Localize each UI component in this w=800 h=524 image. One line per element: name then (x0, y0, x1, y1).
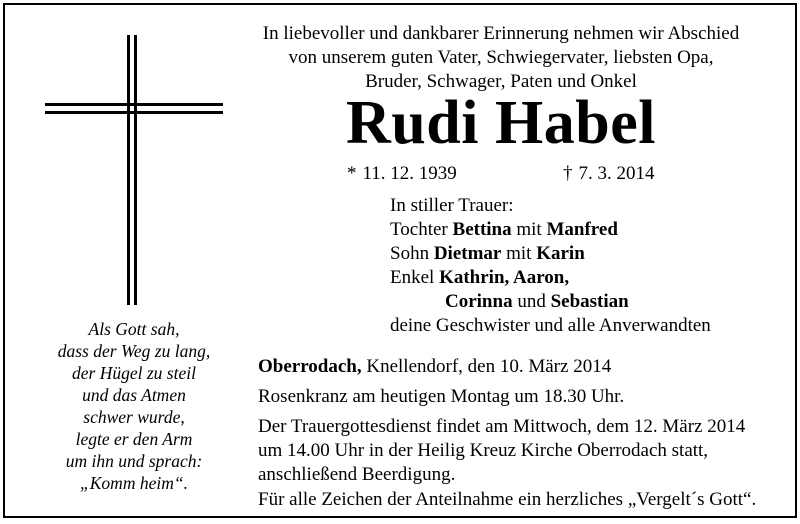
funeral-service-notice (258, 415, 745, 487)
obituary-notice (3, 3, 797, 518)
joiner-text: mit (506, 243, 532, 264)
poem (43, 318, 225, 494)
birth-star-icon: * (347, 163, 357, 184)
poem-line: schwer wurde, (83, 407, 185, 427)
birth-date-value: 11. 12. 1939 (362, 163, 457, 184)
death-date (563, 162, 655, 186)
mourner-name: Kathrin, Aaron, (439, 267, 570, 288)
mourner-relatives: deine Geschwister und alle Anverwandten (390, 315, 711, 336)
mourner-grandchildren (390, 266, 711, 290)
service-line: anschließend Beerdigung. (258, 464, 456, 485)
relation-label: Tochter (390, 219, 448, 240)
rosary-notice: Rosenkranz am heutigen Montag um 18.30 Uhr. (258, 386, 625, 407)
poem-line: „Komm heim“. (80, 473, 188, 493)
poem-line: dass der Weg zu lang, (57, 341, 211, 361)
thanks-note: Für alle Zeichen der Anteilnahme ein herzliches „Vergelt´s Gott“. (258, 489, 757, 510)
cross-icon (45, 35, 223, 305)
service-line: Der Trauergottesdienst findet am Mittwoch, dem 12. März 2014 (258, 416, 746, 437)
mourner-son (390, 242, 711, 266)
intro-line: Bruder, Schwager, Paten und Onkel (365, 71, 637, 92)
place-name: Oberrodach, (258, 356, 362, 377)
mourners-list (390, 194, 711, 338)
joiner-text: und (517, 291, 546, 312)
deceased-name: Rudi Habel (346, 89, 656, 157)
mourner-name: Sebastian (550, 291, 629, 312)
poem-line: legte er den Arm (75, 429, 193, 449)
mourner-grandchildren-cont (390, 290, 711, 314)
poem-line: und das Atmen (82, 385, 186, 405)
birth-date (347, 162, 457, 186)
place-date (258, 355, 611, 379)
service-line: um 14.00 Uhr in der Heilig Kreuz Kirche Oberrodach statt, (258, 440, 709, 461)
poem-line: der Hügel zu steil (72, 363, 196, 383)
intro-line: In liebevoller und dankbarer Erinnerung nehmen wir Abschied (262, 23, 740, 44)
mourners-heading: In stiller Trauer: (390, 195, 514, 216)
intro-line: von unserem guten Vater, Schwiegervater, liebsten Opa, (288, 47, 714, 68)
joiner-text: mit (516, 219, 542, 240)
mourner-name: Karin (536, 243, 585, 264)
death-date-value: 7. 3. 2014 (578, 163, 655, 184)
mourner-daughter (390, 218, 711, 242)
death-cross-icon: † (563, 163, 573, 184)
poem-line: Als Gott sah, (88, 319, 180, 339)
mourner-name: Dietmar (433, 243, 502, 264)
relation-label: Sohn (390, 243, 430, 264)
poem-line: um ihn und sprach: (65, 451, 203, 471)
mourner-name: Corinna (445, 291, 513, 312)
mourner-name: Manfred (546, 219, 618, 240)
mourner-name: Bettina (452, 219, 512, 240)
intro-text (237, 22, 765, 94)
place-date-rest: Knellendorf, den 10. März 2014 (366, 356, 612, 377)
relation-label: Enkel (390, 267, 435, 288)
